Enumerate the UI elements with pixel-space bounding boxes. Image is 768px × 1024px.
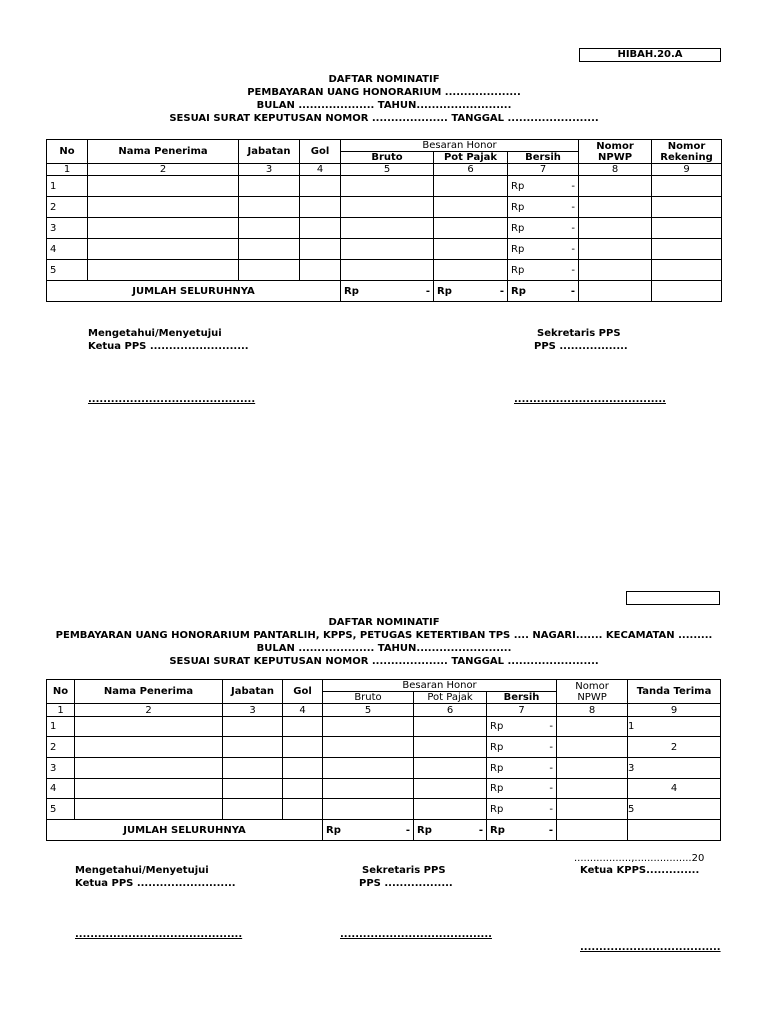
rp-label: Rp <box>490 783 504 794</box>
total-npwp <box>579 281 652 302</box>
cell-jabatan[interactable] <box>239 197 300 218</box>
rp-value: - <box>405 824 410 836</box>
cell-rekening[interactable] <box>652 260 722 281</box>
cell-npwp[interactable] <box>557 758 628 779</box>
col-number: 1 <box>47 704 75 717</box>
rp-value: - <box>549 721 554 732</box>
header-no: No <box>47 680 75 704</box>
sig-subtitle: Ketua PPS .......................... <box>88 341 249 352</box>
col-number: 5 <box>323 704 414 717</box>
col-number: 1 <box>47 164 88 176</box>
rp-label: Rp <box>490 824 505 836</box>
rp-value: - <box>571 264 576 276</box>
header-gol: Gol <box>283 680 323 704</box>
col-number: 4 <box>300 164 341 176</box>
row-no: 3 <box>47 758 75 779</box>
cell-rekening[interactable] <box>652 218 722 239</box>
total-pot-pajak <box>414 820 487 841</box>
form1-title-line: DAFTAR NOMINATIF <box>328 74 440 85</box>
cell-nama[interactable] <box>75 799 223 820</box>
cell-npwp[interactable] <box>579 260 652 281</box>
cell-gol[interactable] <box>300 218 341 239</box>
cell-npwp[interactable] <box>579 176 652 197</box>
form2-sig-left-dots: ............................................ <box>75 929 243 940</box>
col-number: 9 <box>628 704 721 717</box>
cell-nama[interactable] <box>88 239 239 260</box>
row-no: 5 <box>47 799 75 820</box>
col-number: 5 <box>341 164 434 176</box>
form1-sig-left-dots: ............................................ <box>88 394 256 405</box>
cell-gol[interactable] <box>283 758 323 779</box>
total-tanda-terima <box>628 820 721 841</box>
total-bersih <box>508 281 579 302</box>
header-jabatan: Jabatan <box>223 680 283 704</box>
row-no: 4 <box>47 779 75 799</box>
cell-jabatan[interactable] <box>239 260 300 281</box>
header-bruto: Bruto <box>323 692 414 704</box>
cell-bruto[interactable] <box>341 239 434 260</box>
col-number: 3 <box>239 164 300 176</box>
form2-sig-right-dots: ..................................... <box>580 942 721 953</box>
rp-label: Rp <box>326 824 341 836</box>
rp-value: - <box>549 783 554 794</box>
header-bersih: Bersih <box>487 692 557 704</box>
rp-label: Rp <box>490 721 504 732</box>
header-pot-pajak: Pot Pajak <box>414 692 487 704</box>
cell-gol[interactable] <box>283 737 323 758</box>
cell-nama[interactable] <box>75 737 223 758</box>
sig-title: Mengetahui/Menyetujui <box>88 328 222 339</box>
rp-value: - <box>571 243 576 255</box>
rp-label: Rp <box>490 803 504 815</box>
cell-gol[interactable] <box>300 239 341 260</box>
cell-rekening[interactable] <box>652 176 722 197</box>
header-npwp: Nomor NPWP <box>557 680 628 704</box>
cell-nama[interactable] <box>88 197 239 218</box>
rp-label: Rp <box>437 285 452 297</box>
total-bruto <box>323 820 414 841</box>
cell-pot-pajak[interactable] <box>434 176 508 197</box>
cell-jabatan[interactable] <box>239 239 300 260</box>
header-npwp: Nomor NPWP <box>579 140 652 164</box>
cell-bersih <box>508 218 579 239</box>
rp-value: - <box>425 285 430 297</box>
cell-bruto[interactable] <box>323 779 414 799</box>
col-number: 7 <box>508 164 579 176</box>
cell-bersih <box>508 260 579 281</box>
col-number: 8 <box>579 164 652 176</box>
cell-gol[interactable] <box>283 779 323 799</box>
cell-tanda-terima[interactable]: 1 <box>628 717 721 737</box>
cell-jabatan[interactable] <box>223 737 283 758</box>
table-row <box>47 260 722 281</box>
cell-npwp[interactable] <box>557 779 628 799</box>
cell-pot-pajak[interactable] <box>434 197 508 218</box>
cell-bruto[interactable] <box>323 737 414 758</box>
cell-npwp[interactable] <box>557 717 628 737</box>
cell-bersih <box>508 197 579 218</box>
table-row <box>47 717 721 737</box>
cell-pot-pajak[interactable] <box>434 260 508 281</box>
form2-sig-mid <box>359 864 453 890</box>
rp-label: Rp <box>490 741 504 753</box>
total-pot-pajak <box>434 281 508 302</box>
cell-gol[interactable] <box>283 799 323 820</box>
rp-value: - <box>549 762 554 774</box>
cell-gol[interactable] <box>283 717 323 737</box>
form2-title-line: BULAN .................... TAHUN......................... <box>256 643 512 654</box>
form1-table <box>46 139 722 302</box>
cell-npwp[interactable] <box>579 239 652 260</box>
rp-value: - <box>571 201 576 213</box>
form2-table <box>46 679 721 841</box>
row-no: 1 <box>47 176 88 197</box>
row-no: 4 <box>47 239 88 260</box>
cell-nama[interactable] <box>88 218 239 239</box>
sig-title: Ketua KPPS.............. <box>580 865 700 876</box>
form1-title-line: SESUAI SURAT KEPUTUSAN NOMOR .................... TANGGAL ........................ <box>169 113 599 124</box>
form1-title-line: BULAN .................... TAHUN......................... <box>256 100 512 111</box>
total-bruto <box>341 281 434 302</box>
cell-bersih <box>487 799 557 820</box>
total-row <box>47 281 722 302</box>
cell-pot-pajak[interactable] <box>414 717 487 737</box>
rp-value: - <box>571 180 576 192</box>
cell-npwp[interactable] <box>557 799 628 820</box>
form-code-label: HIBAH.20.A <box>579 48 721 62</box>
header-besaran-honor: Besaran Honor <box>323 680 557 692</box>
cell-gol[interactable] <box>300 197 341 218</box>
col-number: 2 <box>88 164 239 176</box>
rp-value: - <box>499 285 504 297</box>
rp-label: Rp <box>511 285 526 297</box>
row-no: 2 <box>47 197 88 218</box>
form2-sig-mid-dots: ........................................ <box>340 929 492 940</box>
form2-sig-left <box>75 864 236 890</box>
cell-pot-pajak[interactable] <box>414 737 487 758</box>
cell-nama[interactable] <box>75 717 223 737</box>
col-number: 4 <box>283 704 323 717</box>
cell-bruto[interactable] <box>341 218 434 239</box>
cell-jabatan[interactable] <box>223 758 283 779</box>
cell-bruto[interactable] <box>323 799 414 820</box>
cell-npwp[interactable] <box>579 197 652 218</box>
rp-value: - <box>549 741 554 753</box>
rp-label: Rp <box>511 243 525 255</box>
cell-bersih <box>508 176 579 197</box>
cell-jabatan[interactable] <box>239 218 300 239</box>
cell-tanda-terima[interactable]: 5 <box>628 799 721 820</box>
row-no: 5 <box>47 260 88 281</box>
total-rekening <box>652 281 722 302</box>
form2-title-line: DAFTAR NOMINATIF <box>328 617 440 628</box>
cell-bruto[interactable] <box>341 197 434 218</box>
rp-label: Rp <box>511 201 525 213</box>
cell-pot-pajak[interactable] <box>414 758 487 779</box>
rp-value: - <box>549 803 554 815</box>
rp-value: - <box>571 222 576 234</box>
header-nama: Nama Penerima <box>75 680 223 704</box>
cell-nama[interactable] <box>75 758 223 779</box>
cell-npwp[interactable] <box>579 218 652 239</box>
cell-gol[interactable] <box>300 260 341 281</box>
cell-jabatan[interactable] <box>223 779 283 799</box>
total-bersih <box>487 820 557 841</box>
cell-rekening[interactable] <box>652 197 722 218</box>
header-nama: Nama Penerima <box>88 140 239 164</box>
cell-bruto[interactable] <box>323 758 414 779</box>
cell-jabatan[interactable] <box>223 799 283 820</box>
cell-gol[interactable] <box>300 176 341 197</box>
rp-label: Rp <box>511 180 525 192</box>
col-number: 3 <box>223 704 283 717</box>
rp-label: Rp <box>344 285 359 297</box>
cell-bersih <box>508 239 579 260</box>
col-number: 6 <box>414 704 487 717</box>
cell-nama[interactable] <box>88 176 239 197</box>
form2-sig-right <box>580 864 699 877</box>
header-pot-pajak: Pot Pajak <box>434 152 508 164</box>
table-row <box>47 197 722 218</box>
header-bersih: Bersih <box>508 152 579 164</box>
cell-npwp[interactable] <box>557 737 628 758</box>
cell-jabatan[interactable] <box>223 717 283 737</box>
form-code-box-empty <box>626 591 720 605</box>
table-row <box>47 239 722 260</box>
cell-bersih <box>487 779 557 799</box>
total-label: JUMLAH SELURUHNYA <box>47 281 341 302</box>
cell-tanda-terima[interactable]: 4 <box>628 779 721 799</box>
cell-pot-pajak[interactable] <box>434 218 508 239</box>
total-npwp <box>557 820 628 841</box>
table-row <box>47 176 722 197</box>
col-number: 6 <box>434 164 508 176</box>
cell-jabatan[interactable] <box>239 176 300 197</box>
form1-sig-right-dots: ........................................ <box>514 394 666 405</box>
table-row <box>47 758 721 779</box>
cell-bruto[interactable] <box>341 176 434 197</box>
col-number: 9 <box>652 164 722 176</box>
row-no: 2 <box>47 737 75 758</box>
rp-value: - <box>570 285 576 297</box>
cell-bersih <box>487 758 557 779</box>
form1-title-line: PEMBAYARAN UANG HONORARIUM .................... <box>247 87 521 98</box>
header-tanda-terima: Tanda Terima <box>628 680 721 704</box>
header-besaran-honor: Besaran Honor <box>341 140 579 152</box>
header-gol: Gol <box>300 140 341 164</box>
col-number: 7 <box>487 704 557 717</box>
row-no: 1 <box>47 717 75 737</box>
table-row <box>47 218 722 239</box>
table-row <box>47 737 721 758</box>
sig-subtitle: PPS .................. <box>359 878 453 889</box>
cell-tanda-terima[interactable]: 3 <box>628 758 721 779</box>
col-number: 2 <box>75 704 223 717</box>
cell-bruto[interactable] <box>341 260 434 281</box>
rp-value: - <box>548 824 554 836</box>
total-row <box>47 820 721 841</box>
sig-title: Sekretaris PPS <box>537 328 621 339</box>
form1-sig-right <box>534 327 628 353</box>
cell-bersih <box>487 717 557 737</box>
rp-value: - <box>478 824 483 836</box>
form2-title-line: SESUAI SURAT KEPUTUSAN NOMOR .................... TANGGAL ........................ <box>169 656 599 667</box>
rp-label: Rp <box>417 824 432 836</box>
rp-label: Rp <box>490 762 504 774</box>
total-label: JUMLAH SELURUHNYA <box>47 820 323 841</box>
header-bruto: Bruto <box>341 152 434 164</box>
sig-title: Sekretaris PPS <box>362 865 446 876</box>
rp-label: Rp <box>511 222 525 234</box>
sig-title: Mengetahui/Menyetujui <box>75 865 209 876</box>
form2-title-block <box>40 616 728 668</box>
cell-tanda-terima[interactable]: 2 <box>628 737 721 758</box>
rp-label: Rp <box>511 264 525 276</box>
col-number: 8 <box>557 704 628 717</box>
cell-pot-pajak[interactable] <box>414 779 487 799</box>
table-row <box>47 799 721 820</box>
cell-rekening[interactable] <box>652 239 722 260</box>
form1-sig-left <box>88 327 249 353</box>
cell-pot-pajak[interactable] <box>434 239 508 260</box>
sig-subtitle: PPS .................. <box>534 341 628 352</box>
header-jabatan: Jabatan <box>239 140 300 164</box>
form2-title-line: PEMBAYARAN UANG HONORARIUM PANTARLIH, KPPS, PETUGAS KETERTIBAN TPS .... NAGARI....... KECAMATAN ......... <box>55 630 713 641</box>
cell-nama[interactable] <box>75 779 223 799</box>
header-rekening: Nomor Rekening <box>652 140 722 164</box>
cell-bruto[interactable] <box>323 717 414 737</box>
cell-pot-pajak[interactable] <box>414 799 487 820</box>
cell-bersih <box>487 737 557 758</box>
sig-subtitle: Ketua PPS .......................... <box>75 878 236 889</box>
row-no: 3 <box>47 218 88 239</box>
form1-title-block <box>40 73 728 125</box>
table-row <box>47 779 721 799</box>
header-no: No <box>47 140 88 164</box>
form2-date-line: ..................,..................20 <box>574 853 705 864</box>
cell-nama[interactable] <box>88 260 239 281</box>
